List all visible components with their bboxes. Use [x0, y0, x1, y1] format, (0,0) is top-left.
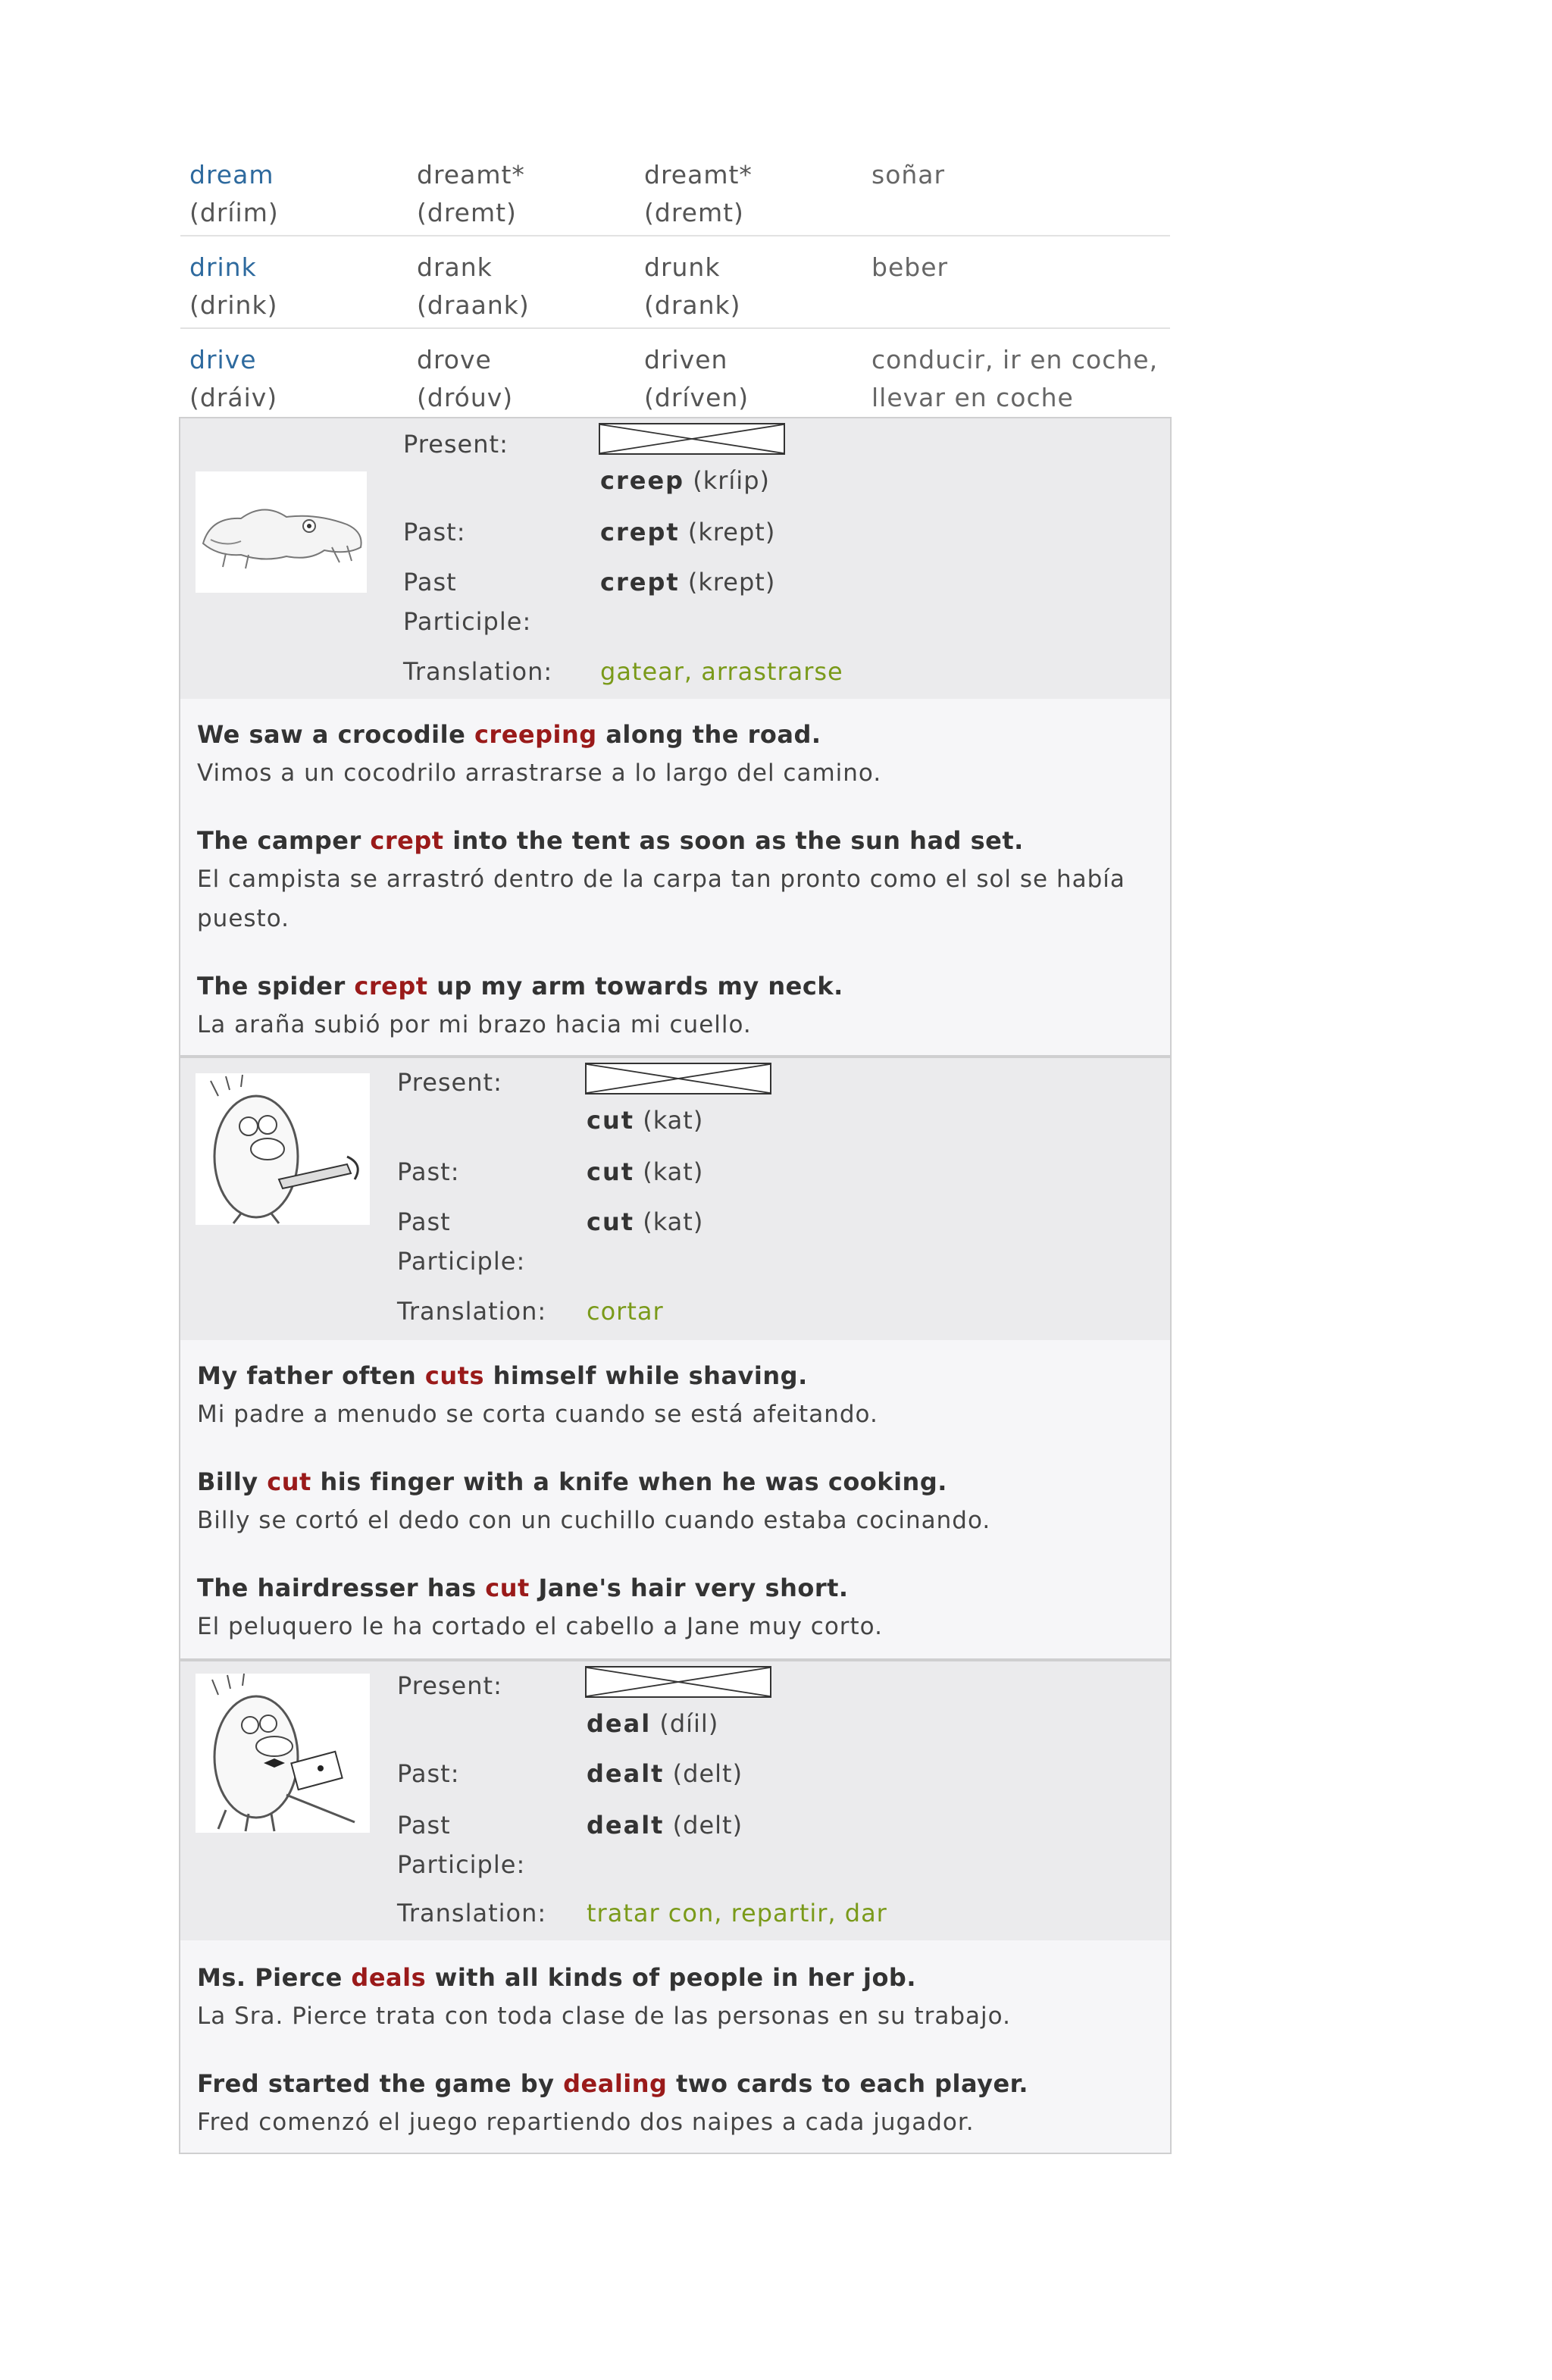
base-form-cell — [189, 249, 277, 324]
participle-pronunciation: (delt) — [672, 1811, 743, 1840]
verb-row-drive — [180, 329, 1170, 420]
highlighted-verb: deals — [351, 1963, 427, 1992]
example-sentence — [197, 716, 1144, 793]
past-participle-label: Past Participle: — [397, 1207, 526, 1276]
past-form: drank — [417, 252, 493, 282]
present-form: creep — [600, 466, 685, 495]
example-english: The spider crept up my arm towards my neck. — [197, 972, 843, 1001]
crocodile-icon — [196, 471, 367, 593]
past-form-cell — [417, 156, 525, 232]
present-value — [600, 461, 770, 500]
base-form-cell — [189, 341, 277, 417]
past-value — [587, 1152, 703, 1192]
past-pronunciation: (kat) — [643, 1157, 704, 1186]
participle-cell — [644, 156, 753, 232]
past-form: crept — [600, 518, 680, 546]
participle-form: driven — [644, 345, 728, 374]
highlighted-verb: dealing — [563, 2069, 668, 2098]
example-sentence — [197, 2065, 1144, 2142]
translation-label: Translation: — [397, 1297, 547, 1326]
highlighted-verb: cuts — [424, 1361, 484, 1390]
participle-value — [587, 1805, 743, 1845]
man-dealing-cards-icon — [196, 1674, 370, 1833]
translation-cell — [871, 156, 1170, 194]
highlighted-verb: creeping — [474, 720, 597, 749]
example-english: Fred started the game by dealing two cards to each player. — [197, 2069, 1029, 2098]
example-english: The hairdresser has cut Jane's hair very short. — [197, 1574, 849, 1602]
man-cutting-illustration — [196, 1073, 370, 1225]
example-english: My father often cuts himself while shaving. — [197, 1361, 808, 1390]
example-sentence — [197, 1569, 1144, 1646]
present-pronunciation: (díil) — [659, 1709, 719, 1738]
participle-pronunciation: (dremt) — [644, 198, 744, 227]
example-spanish: El campista se arrastró dentro de la carpa tan pronto como el sol se había puesto. — [197, 866, 1125, 932]
translation-value: tratar con, repartir, dar — [587, 1899, 887, 1927]
participle-form: cut — [587, 1207, 635, 1236]
translation-value: cortar — [587, 1297, 664, 1326]
example-spanish: Vimos a un cocodrilo arrastrarse a lo largo del camino. — [197, 759, 882, 787]
translation-value: gatear, arrastrarse — [600, 657, 843, 686]
verb-table — [180, 144, 1170, 420]
past-label: Past: — [397, 1759, 460, 1788]
translation-label: Translation: — [397, 1899, 547, 1927]
translation: conducir, ir en coche, llevar en coche — [871, 345, 1159, 412]
example-spanish: Fred comenzó el juego repartiendo dos naipes a cada jugador. — [197, 2109, 975, 2136]
past-label: Past: — [397, 1157, 460, 1186]
participle-pronunciation: (drank) — [644, 290, 741, 320]
past-form: cut — [587, 1157, 635, 1186]
present-pronunciation: (kríip) — [693, 466, 770, 495]
verb-card-cut — [179, 1057, 1172, 1660]
present-label: Present: — [403, 430, 508, 459]
participle-value — [587, 1202, 703, 1242]
man-cutting-icon — [196, 1073, 370, 1225]
example-spanish: El peluquero le ha cortado el cabello a Jane muy corto. — [197, 1613, 883, 1640]
broken-image-icon — [600, 424, 784, 453]
example-sentence — [197, 1463, 1144, 1540]
translation-cell — [871, 341, 1170, 417]
example-sentence — [197, 1959, 1144, 2036]
example-english: Ms. Pierce deals with all kinds of people in her job. — [197, 1963, 916, 1992]
example-english: The camper crept into the tent as soon as the sun had set. — [197, 826, 1024, 855]
highlighted-verb: cut — [485, 1574, 530, 1602]
participle-cell — [644, 341, 749, 417]
present-form: deal — [587, 1709, 652, 1738]
past-form: dealt — [587, 1759, 665, 1788]
participle-pronunciation: (krept) — [687, 568, 776, 597]
verb-row-dream — [180, 144, 1170, 236]
example-spanish: Mi padre a menudo se corta cuando se está afeitando. — [197, 1401, 878, 1428]
base-form: drive — [189, 345, 257, 374]
past-pronunciation: (krept) — [687, 518, 776, 546]
present-label: Present: — [397, 1671, 502, 1700]
present-pronunciation: (kat) — [643, 1106, 704, 1135]
man-dealing-illustration — [196, 1674, 370, 1833]
past-form-cell — [417, 249, 530, 324]
example-english: We saw a crocodile creeping along the road. — [197, 720, 821, 749]
example-sentence — [197, 822, 1144, 938]
base-form: drink — [189, 252, 257, 282]
participle-pronunciation: (dríven) — [644, 383, 749, 412]
participle-form: crept — [600, 568, 680, 597]
past-form: dreamt* — [417, 160, 525, 189]
past-form-cell — [417, 341, 513, 417]
verb-card-deal — [179, 1660, 1172, 2154]
participle-form: dealt — [587, 1811, 665, 1840]
translation-label: Translation: — [403, 657, 553, 686]
highlighted-verb: crept — [354, 972, 428, 1001]
past-pronunciation: (dróuv) — [417, 383, 514, 412]
crocodile-illustration — [196, 471, 367, 593]
verb-card-creep — [179, 417, 1172, 1057]
highlighted-verb: cut — [267, 1467, 311, 1496]
participle-form: dreamt* — [644, 160, 753, 189]
participle-value — [600, 562, 775, 602]
past-value — [587, 1754, 743, 1793]
past-pronunciation: (delt) — [672, 1759, 743, 1788]
audio-placeholder-icon[interactable] — [585, 1666, 771, 1698]
base-form-cell — [189, 156, 279, 232]
example-sentence — [197, 967, 1144, 1044]
base-pronunciation: (dríim) — [189, 198, 279, 227]
example-spanish: Billy se cortó el dedo con un cuchillo cuando estaba cocinando. — [197, 1507, 991, 1534]
broken-image-icon — [587, 1064, 770, 1093]
participle-form: drunk — [644, 252, 721, 282]
past-participle-label: Past Participle: — [403, 568, 532, 636]
verb-row-drink — [180, 236, 1170, 329]
broken-image-icon — [587, 1668, 770, 1696]
translation: beber — [871, 252, 949, 282]
base-pronunciation: (dráiv) — [189, 383, 278, 412]
example-english: Billy cut his finger with a knife when he was cooking. — [197, 1467, 947, 1496]
past-pronunciation: (dremt) — [417, 198, 517, 227]
highlighted-verb: crept — [370, 826, 444, 855]
participle-pronunciation: (kat) — [643, 1207, 704, 1236]
past-form: drove — [417, 345, 492, 374]
example-spanish: La Sra. Pierce trata con toda clase de las personas en su trabajo. — [197, 2003, 1011, 2030]
past-participle-label: Past Participle: — [397, 1811, 526, 1879]
translation: soñar — [871, 160, 946, 189]
translation-cell — [871, 249, 1170, 287]
base-pronunciation: (drink) — [189, 290, 278, 320]
audio-placeholder-icon[interactable] — [585, 1063, 771, 1094]
present-form: cut — [587, 1106, 635, 1135]
participle-cell — [644, 249, 741, 324]
past-label: Past: — [403, 518, 466, 546]
example-sentence — [197, 1357, 1144, 1434]
past-value — [600, 512, 775, 552]
audio-placeholder-icon[interactable] — [599, 423, 785, 455]
present-value — [587, 1101, 703, 1140]
present-label: Present: — [397, 1068, 502, 1097]
example-spanish: La araña subió por mi brazo hacia mi cuello. — [197, 1011, 752, 1038]
base-form: dream — [189, 160, 274, 189]
present-value — [587, 1704, 718, 1743]
past-pronunciation: (draank) — [417, 290, 530, 320]
